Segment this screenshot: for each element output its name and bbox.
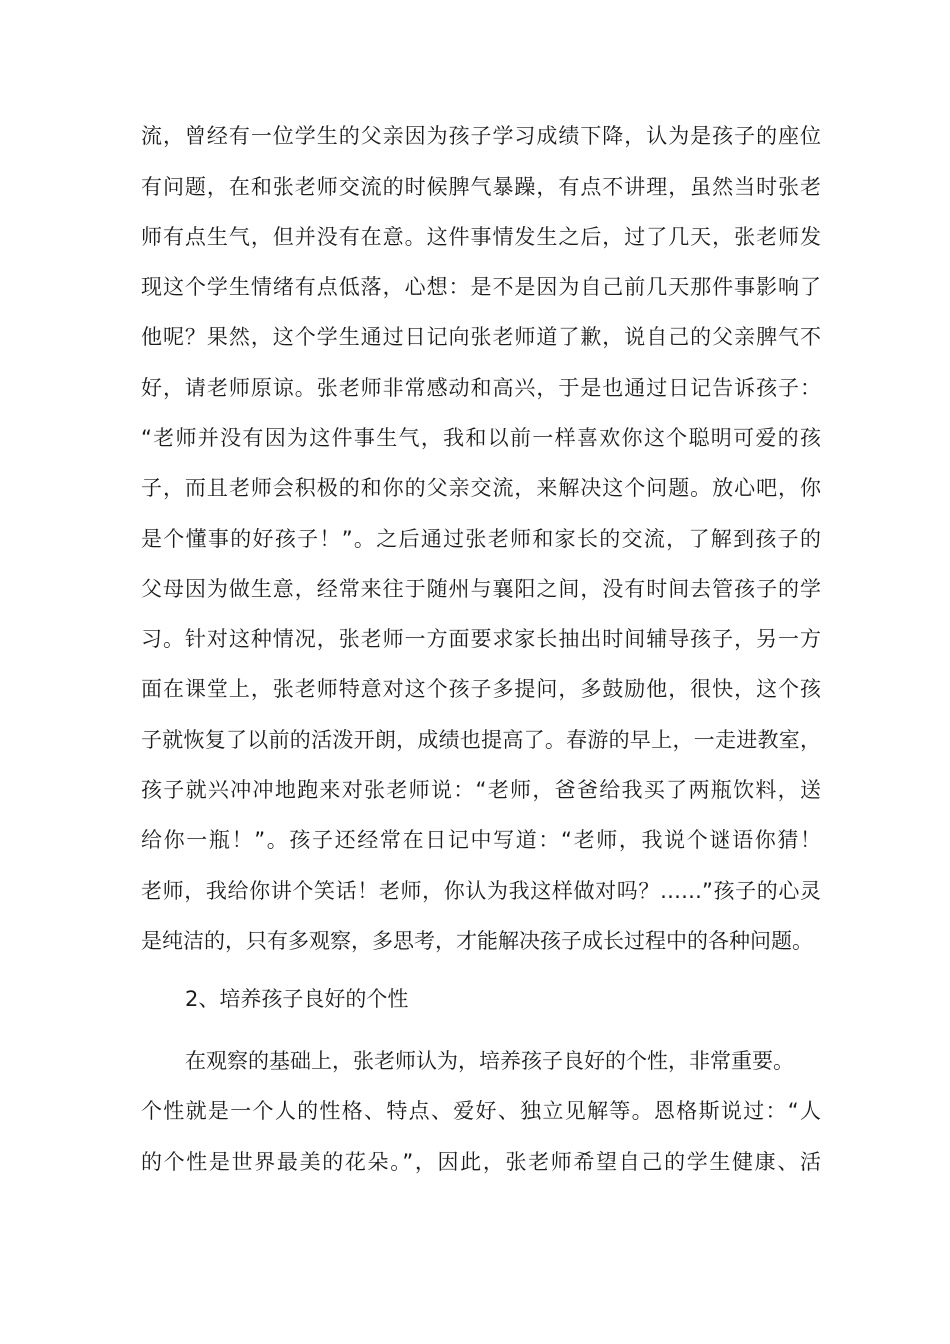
body-text-line: 师有点生气，但并没有在意。这件事情发生之后，过了几天，张老师发 bbox=[141, 225, 821, 249]
body-text-line: 流，曾经有一位学生的父亲因为孩子学习成绩下降，认为是孩子的座位 bbox=[141, 124, 821, 148]
body-text-line: 是纯洁的，只有多观察，多思考，才能解决孩子成长过程中的各种问题。 bbox=[141, 929, 813, 953]
section-heading: 2、培养孩子良好的个性 bbox=[185, 987, 409, 1011]
body-text-line: 有问题，在和张老师交流的时候脾气暴躁，有点不讲理，虽然当时张老 bbox=[141, 175, 821, 199]
body-text-line: 现这个学生情绪有点低落，心想：是不是因为自己前几天那件事影响了 bbox=[141, 275, 821, 299]
body-text-line: 的个性是世界最美的花朵。”，因此，张老师希望自己的学生健康、活 bbox=[141, 1150, 821, 1174]
body-text-line: 在观察的基础上，张老师认为，培养孩子良好的个性，非常重要。 bbox=[185, 1049, 794, 1073]
body-text-line: 好，请老师原谅。张老师非常感动和高兴，于是也通过日记告诉孩子： bbox=[141, 376, 821, 400]
body-text-line: 习。针对这种情况，张老师一方面要求家长抽出时间辅导孩子，另一方 bbox=[141, 627, 821, 651]
body-text-line: 老师，我给你讲个笑话！老师，你认为我这样做对吗？……”孩子的心灵 bbox=[141, 879, 821, 903]
body-text-line: 给你一瓶！”。孩子还经常在日记中写道：“老师，我说个谜语你猜！ bbox=[141, 828, 821, 852]
body-text-line: 子，而且老师会积极的和你的父亲交流，来解决这个问题。放心吧，你 bbox=[141, 476, 821, 500]
body-text-line: 孩子就兴冲冲地跑来对张老师说：“老师，爸爸给我买了两瓶饮料，送 bbox=[141, 778, 821, 802]
body-text-line: “老师并没有因为这件事生气，我和以前一样喜欢你这个聪明可爱的孩 bbox=[141, 426, 821, 450]
body-text-line: 是个懂事的好孩子！”。之后通过张老师和家长的交流，了解到孩子的 bbox=[141, 527, 821, 551]
body-text-line: 子就恢复了以前的活泼开朗，成绩也提高了。春游的早上，一走进教室， bbox=[141, 728, 821, 752]
body-text-line: 个性就是一个人的性格、特点、爱好、独立见解等。恩格斯说过：“人 bbox=[141, 1099, 821, 1123]
body-text-line: 他呢？果然，这个学生通过日记向张老师道了歉，说自己的父亲脾气不 bbox=[141, 325, 821, 349]
body-text-line: 面在课堂上，张老师特意对这个孩子多提问，多鼓励他，很快，这个孩 bbox=[141, 677, 821, 701]
body-text-line: 父母因为做生意，经常来往于随州与襄阳之间，没有时间去管孩子的学 bbox=[141, 577, 821, 601]
